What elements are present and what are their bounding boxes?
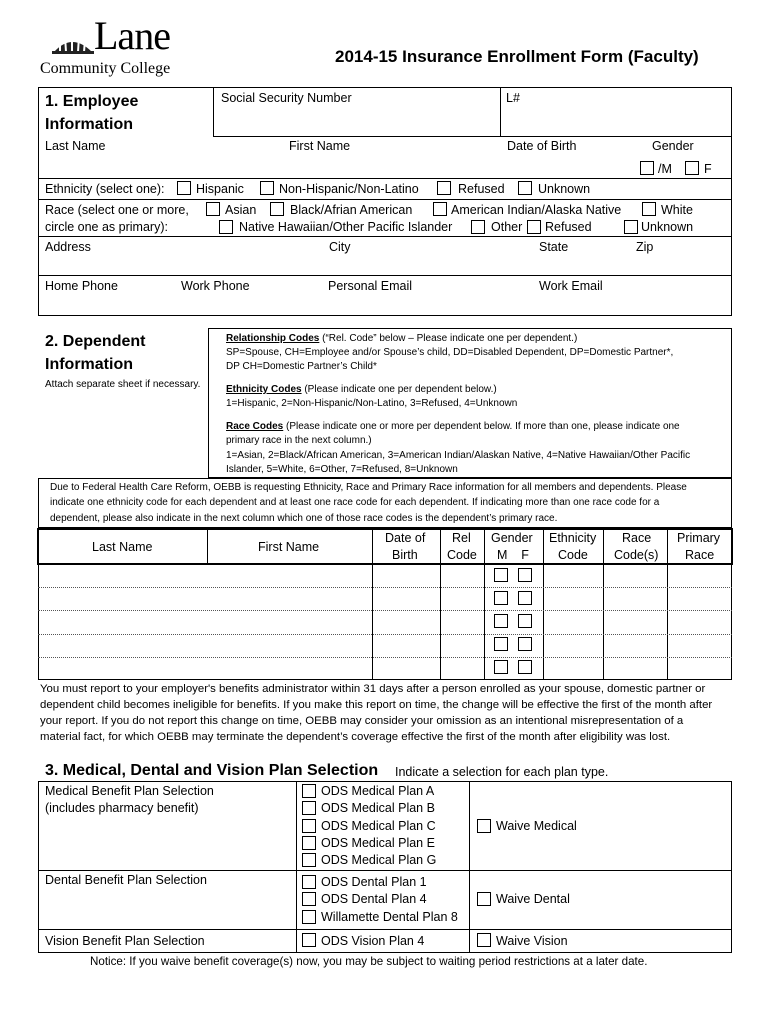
race-option: Asian: [225, 203, 257, 217]
personal-email-label: Personal Email: [328, 279, 413, 293]
waive-vision-label: Waive Vision: [496, 934, 568, 948]
medical-plan-option: ODS Medical Plan C: [321, 819, 436, 833]
first-name-label: First Name: [289, 139, 351, 153]
form-title: 2014-15 Insurance Enrollment Form (Faculty): [335, 47, 699, 66]
dental-plan-8-checkbox[interactable]: [302, 910, 316, 924]
race-option: Native Hawaiian/Other Pacific Islander: [239, 220, 453, 234]
eth-codes-intro: (Please indicate one per dependent below.): [301, 384, 497, 395]
rel-codes-intro: (“Rel. Code” below – Please indicate one per dependent.): [319, 333, 578, 344]
dep3-gender-m-checkbox[interactable]: [494, 614, 508, 628]
race-white-checkbox[interactable]: [642, 202, 656, 216]
race-black-checkbox[interactable]: [270, 202, 284, 216]
gender-m-label: /M: [658, 162, 672, 176]
dental-plan-option: ODS Dental Plan 4: [321, 892, 427, 906]
col-ethnicity: Ethnicity: [549, 531, 597, 545]
race-option: Other: [491, 220, 523, 234]
waive-dental-checkbox[interactable]: [477, 892, 491, 906]
race-other-checkbox[interactable]: [471, 220, 485, 234]
home-phone-label: Home Phone: [45, 279, 118, 293]
lnum-label: L#: [506, 91, 520, 105]
rel-codes-title: Relationship Codes: [226, 333, 320, 344]
gender-f-checkbox[interactable]: [685, 161, 699, 175]
dental-plan-option: ODS Dental Plan 1: [321, 875, 427, 889]
col-dob: Date of: [385, 531, 426, 545]
rel-codes-line: SP=Spouse, CH=Employee and/or Spouse’s child, DD=Disabled Dependent, DP=Domestic Partner*,: [226, 347, 674, 358]
race-option: Black/Afrian American: [290, 203, 413, 217]
race-codes-title: Race Codes: [226, 421, 284, 432]
zip-label: Zip: [636, 240, 654, 254]
col-last-name: Last Name: [92, 540, 153, 554]
medical-label: Medical Benefit Plan Selection: [45, 784, 214, 798]
federal-note: indicate one ethnicity code for each dependent and at least one race code for each dependent. If indicating more than one race code for a: [50, 497, 660, 508]
waive-vision-checkbox[interactable]: [477, 933, 491, 947]
city-label: City: [329, 240, 351, 254]
section3-title: 3. Medical, Dental and Vision Plan Selection: [45, 762, 379, 779]
race-pacific-islander-checkbox[interactable]: [219, 220, 233, 234]
col-primary-2: Race: [685, 548, 715, 562]
logo-subtitle: Community College: [40, 60, 171, 77]
dental-label: Dental Benefit Plan Selection: [45, 873, 207, 887]
dep4-gender-f-checkbox[interactable]: [518, 637, 532, 651]
dep1-gender-m-checkbox[interactable]: [494, 568, 508, 582]
medical-plan-b-checkbox[interactable]: [302, 801, 316, 815]
col-ethnicity-2: Code: [558, 548, 588, 562]
report-notice: dependent child becomes ineligible for benefits. If you make this report on time, the change will be effective the first of the month after: [40, 699, 713, 711]
col-race-2: Code(s): [614, 548, 659, 562]
col-rel: Rel: [452, 531, 471, 545]
col-gender-2: M F: [497, 548, 529, 562]
race-codes-intro: (Please indicate one or more per dependent below. If more than one, please indicate one: [283, 421, 680, 432]
ethnicity-option: Refused: [458, 182, 505, 196]
section1-title-2: Information: [45, 116, 133, 133]
race-option: White: [661, 203, 693, 217]
race-refused-checkbox[interactable]: [527, 220, 541, 234]
dep1-gender-f-checkbox[interactable]: [518, 568, 532, 582]
medical-plan-e-checkbox[interactable]: [302, 836, 316, 850]
gender-label: Gender: [652, 139, 694, 153]
medical-plan-c-checkbox[interactable]: [302, 819, 316, 833]
section1-title: 1. Employee: [45, 93, 139, 110]
state-label: State: [539, 240, 569, 254]
dental-plan-1-checkbox[interactable]: [302, 875, 316, 889]
eth-codes-title-line: [226, 384, 497, 395]
work-email-label: Work Email: [539, 279, 603, 293]
race-option: Refused: [545, 220, 592, 234]
section3-subtitle: Indicate a selection for each plan type.: [395, 765, 609, 779]
medical-plan-a-checkbox[interactable]: [302, 784, 316, 798]
waive-medical-checkbox[interactable]: [477, 819, 491, 833]
gender-f-label: F: [704, 162, 712, 176]
race-option: American Indian/Alaska Native: [451, 203, 622, 217]
waive-medical-label: Waive Medical: [496, 819, 577, 833]
ethnicity-non-hispanic-checkbox[interactable]: [260, 181, 274, 195]
race-asian-checkbox[interactable]: [206, 202, 220, 216]
dep4-gender-m-checkbox[interactable]: [494, 637, 508, 651]
medical-plan-g-checkbox[interactable]: [302, 853, 316, 867]
col-primary: Primary: [677, 531, 721, 545]
report-notice: your report. If you do not report this change on time, OEBB may consider your omission as an intentional misrepresentation of a: [40, 715, 684, 727]
eth-codes-title: Ethnicity Codes: [226, 384, 302, 395]
section2-title-2: Information: [45, 356, 133, 373]
eth-codes-line: 1=Hispanic, 2=Non-Hispanic/Non-Latino, 3=Refused, 4=Unknown: [226, 398, 518, 409]
waive-dental-label: Waive Dental: [496, 892, 570, 906]
dental-plan-4-checkbox[interactable]: [302, 892, 316, 906]
report-notice: You must report to your employer's benefits administrator within 31 days after a person enrolled as your spouse, domestic partner or: [40, 683, 706, 695]
logo-wordmark: Lane: [94, 13, 170, 58]
ethnicity-refused-checkbox[interactable]: [437, 181, 451, 195]
vision-plan-4-checkbox[interactable]: [302, 933, 316, 947]
race-american-indian-checkbox[interactable]: [433, 202, 447, 216]
medical-plan-option: ODS Medical Plan E: [321, 836, 435, 850]
section2-title: 2. Dependent: [45, 333, 146, 350]
ethnicity-label: Ethnicity (select one):: [45, 182, 165, 196]
address-label: Address: [45, 240, 91, 254]
dep2-gender-f-checkbox[interactable]: [518, 591, 532, 605]
race-codes-title-line: [226, 421, 680, 432]
report-notice: material fact, for which OEBB may terminate the dependent’s coverage effective the first of the month after eligibility was lost.: [40, 731, 671, 743]
ssn-label: Social Security Number: [221, 91, 352, 105]
ethnicity-option: Non-Hispanic/Non-Latino: [279, 182, 419, 196]
col-dob-2: Birth: [392, 548, 418, 562]
ethnicity-option: Unknown: [538, 182, 591, 196]
dep2-gender-m-checkbox[interactable]: [494, 591, 508, 605]
dep3-gender-f-checkbox[interactable]: [518, 614, 532, 628]
vision-label: Vision Benefit Plan Selection: [45, 934, 205, 948]
col-gender: Gender: [491, 531, 533, 545]
medical-label-2: (includes pharmacy benefit): [45, 801, 199, 815]
sunrise-logo-icon: [52, 28, 94, 54]
medical-plan-option: ODS Medical Plan B: [321, 801, 435, 815]
ethnicity-unknown-checkbox[interactable]: [518, 181, 532, 195]
race-unknown-checkbox[interactable]: [624, 220, 638, 234]
federal-note: Due to Federal Health Care Reform, OEBB is requesting Ethnicity, Race and Primary Race information for all members and dependents. Please: [50, 482, 687, 493]
dental-plan-option: Willamette Dental Plan 8: [321, 910, 458, 924]
federal-note: dependent, please also indicate in the next column which one of those race codes is the dependent’s primary race.: [50, 513, 558, 524]
race-option: Unknown: [641, 220, 694, 234]
race-codes-line: 1=Asian, 2=Black/African American, 3=American Indian/Alaskan Native, 4=Native Hawaiian/Other Pacific: [226, 450, 691, 461]
col-rel-2: Code: [447, 548, 477, 562]
waiver-notice: Notice: If you waive benefit coverage(s) now, you may be subject to waiting period restrictions at a later date.: [90, 955, 648, 968]
ethnicity-option: Hispanic: [196, 182, 244, 196]
medical-plan-option: ODS Medical Plan A: [321, 784, 435, 798]
dep5-gender-f-checkbox[interactable]: [518, 660, 532, 674]
race-label: Race (select one or more,: [45, 203, 189, 217]
gender-m-checkbox[interactable]: [640, 161, 654, 175]
race-label-2: circle one as primary):: [45, 220, 168, 234]
last-name-label: Last Name: [45, 139, 106, 153]
medical-plan-option: ODS Medical Plan G: [321, 853, 437, 867]
race-codes-line: primary race in the next column.): [226, 435, 372, 446]
dep5-gender-m-checkbox[interactable]: [494, 660, 508, 674]
ethnicity-hispanic-checkbox[interactable]: [177, 181, 191, 195]
col-race: Race: [622, 531, 652, 545]
work-phone-label: Work Phone: [181, 279, 250, 293]
vision-plan-option: ODS Vision Plan 4: [321, 934, 425, 948]
dob-label: Date of Birth: [507, 139, 577, 153]
rel-codes-title-line: [226, 333, 577, 344]
col-first-name: First Name: [258, 540, 320, 554]
race-codes-line: Islander, 5=White, 6=Other, 7=Refused, 8=Unknown: [226, 464, 458, 475]
rel-codes-line: DP CH=Domestic Partner’s Child*: [226, 361, 377, 372]
attach-note: Attach separate sheet if necessary.: [45, 379, 201, 390]
